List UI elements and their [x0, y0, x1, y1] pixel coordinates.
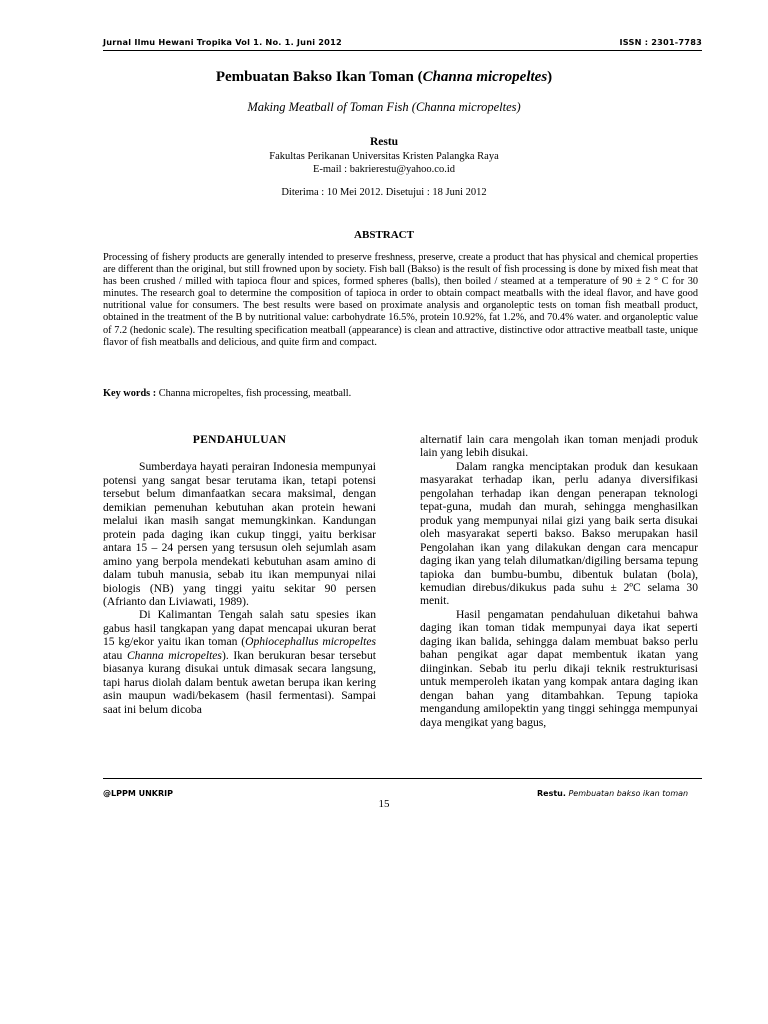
author-name: Restu	[369, 136, 399, 148]
paragraph: Dalam rangka menciptakan produk dan kesukaan masyarakat terhadap ikan, perlu adanya diversifikasi pengolahan terhadap ikan dengan penerapan teknologi tepat-guna, mudah dan murah, sehingga menghasilkan produk yang mempunyai nilai gizi yang baik serta disukai oleh masyarakat seperti bakso. Bakso merupakan hasil Pengolahan ikan yang dilakukan dengan cara mencapur daging ikan yang telah dilumatkan/digiling bersama tepung tapioka dan bumbu-bumbu, dibentuk bulatan (bola), kemudian direbus/dikukus pada suhu ± 2ºC selama 30 menit.	[420, 459, 698, 608]
species-name: Ophiocephallus micropeltes	[245, 635, 376, 649]
submission-dates: Diterima : 10 Mei 2012. Disetujui : 18 Juni 2012	[281, 187, 487, 198]
left-column	[103, 433, 376, 716]
paragraph: Sumberdaya hayati perairan Indonesia mempunyai potensi yang sangat besar terutama ikan, tetapi potensi tersebut belum dimanfaatkan secara maksimal, dengan demikian pemenuhan kebutuhan akan protein hewani melalui ikan masih sangat memungkinkan. Kandungan protein pada daging ikan cukup tinggi, yaitu berkisar antara 15 – 24 persen yang tersusun oleh sejumlah asam amino yang berpola mendekati kebutuhan asam amino di dalam tubuh manusia, sebab itu ikan mempunyai nilai biologis (NB) yang tinggi yaitu sekitar 90 persen (Afrianto dan Liviawati, 1989).	[103, 460, 376, 608]
keywords-label: Key words :	[103, 388, 157, 399]
title-close: )	[547, 69, 553, 85]
keywords	[103, 388, 698, 399]
footer-publisher: @LPPM UNKRIP	[103, 789, 173, 798]
footer-author: Restu.	[537, 789, 566, 798]
abstract-text: Processing of fishery products are generally intended to preserve freshness, preserve, create a product that has physical and chemical properties are different than the original, but still frowned upon by society. Fish ball (Bakso) is the result of fish processing is done by mixed fish meat that has been crushed / milled with tapioca flour and spices, formed spheres (balls), then boiled / steamed at a temperature of 90 ± 2 ° C for 30 minutes. The research goal to determine the composition of tapioca in order to obtain compact meatballs with the ideal flavor, and have good nutritional value for consumers. The best results were based on proximate analysis and organoleptic tests on toman fish meatball product, obtained in the treatment of the B by nutritional value: carbohydrate 16.5%, protein 10.92%, fat 1.2%, and 70.4% water. and organoleptic value of 7.2 (hedonic scale). The resulting specification meatball (appearance) is clean and attractive, distinctive odor attractive meatball taste, unique flavor of fish meatballs and delicious, and quite firm and compact.	[103, 252, 698, 348]
paragraph	[103, 608, 376, 716]
species-name: Channa micropeltes	[126, 648, 222, 662]
section-heading: PENDAHULUAN	[192, 433, 287, 446]
paper-subtitle: Making Meatball of Toman Fish (Channa micropeltes)	[247, 100, 521, 114]
footer-citation	[537, 789, 688, 798]
footer-rule	[103, 778, 702, 779]
paragraph: Hasil pengamatan pendahuluan diketahui bahwa daging ikan toman tidak mempunyai daya ikat seperti daging ikan balida, sehingga dalam membuat bakso perlu bahan pengikat agar dapat membentuk ikatan yang diinginkan. Sebab itu perlu dikaji teknik restrukturisasi untuk memperoleh ikatan yang kompak antara daging ikan dengan bahan yang ditambahkan. Tepung tapioka mengandung amilopektin yang tinggi sehingga mempunyai daya mengikat yang bagus,	[420, 607, 698, 729]
title-main: Pembuatan Bakso Ikan Toman (	[215, 69, 423, 85]
affiliation-text: Fakultas Perikanan Universitas Kristen Palangka Raya	[269, 151, 499, 162]
page-number: 15	[378, 798, 390, 810]
footer-short-title: Pembuatan bakso ikan toman	[568, 789, 689, 798]
paragraph-text: Di Kalimantan Tengah salah satu spesies ikan gabus hasil tangkapan yang dapat mencapai ukuran berat 15 kg/ekor yaitu ikan toman (	[103, 608, 376, 649]
journal-header: Jurnal Ilmu Hewani Tropika Vol 1. No. 1. Juni 2012	[103, 37, 342, 47]
title-species: Channa micropeltes	[422, 69, 548, 85]
paragraph-text: ). Ikan berukuran besar tersebut biasanya kurang disukai untuk dimasak secara langsung, tapi harus diolah dalam bentuk awetan berupa ikan kering asin maupun wadi/bekasem (hasil fermentasi). Sampai saat ini belum dicoba	[103, 648, 376, 716]
paragraph: alternatif lain cara mengolah ikan toman menjadi produk lain yang lebih disukai.	[420, 433, 698, 460]
right-column	[420, 433, 698, 729]
paper-title	[0, 69, 768, 86]
paragraph-text: atau	[103, 648, 127, 662]
keywords-list: Channa micropeltes, fish processing, meatball.	[156, 388, 352, 399]
author-affiliation	[0, 150, 768, 176]
abstract-heading: ABSTRACT	[354, 229, 414, 241]
issn-header: ISSN : 2301-7783	[619, 37, 702, 47]
header-rule	[103, 50, 702, 51]
author-email: E-mail : bakrierestu@yahoo.co.id	[312, 164, 456, 175]
